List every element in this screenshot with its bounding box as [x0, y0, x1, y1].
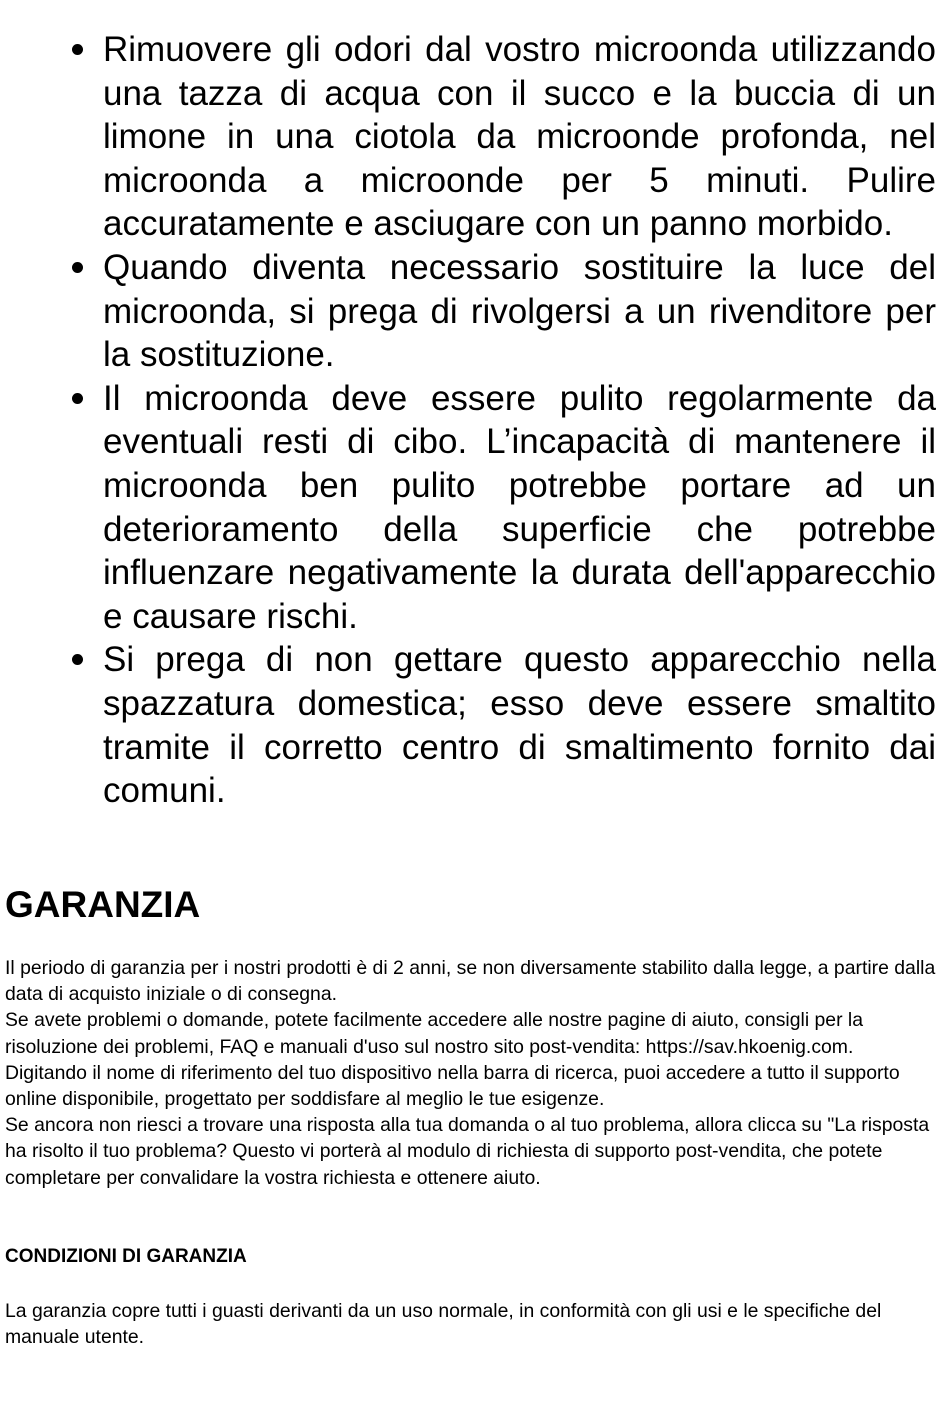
warranty-conditions-text: La garanzia copre tutti i guasti derivanti da un uso normale, in conformità con gli usi e le specifiche del manuale utente.: [5, 1300, 882, 1349]
warranty-paragraph: Se avete problemi o domande, potete facilmente accedere alle nostre pagine di aiuto, consigli per la risoluzione dei problemi, FAQ e manuali d'uso sul nostro sito post-vendita: https://sav.hkoenig.com.: [5, 1009, 864, 1058]
warranty-paragraph: Se ancora non riesci a trovare una risposta alla tua domanda o al tuo problema, allora clicca su "La risposta ha risolto il tuo problema? Questo vi porterà al modulo di richiesta di supporto post-vendita, che potete completare per convalidare la vostra richiesta e ottenere aiuto.: [5, 1114, 930, 1189]
warranty-paragraph: Il periodo di garanzia per i nostri prodotti è di 2 anni, se non diversamente stabilito dalla legge, a partire dalla data di acquisto iniziale o di consegna.: [5, 957, 936, 1006]
list-item-text: Quando diventa necessario sostituire la luce del microonda, si prega di rivolgersi a un rivenditore per la sostituzione.: [103, 247, 936, 375]
list-item-text: Il microonda deve essere pulito regolarmente da eventuali resti di cibo. L’incapacità di mantenere il microonda ben pulito potrebbe portare ad un deterioramento della superficie che potrebbe influenzare negativamente la durata dell'apparecchio e causare rischi.: [103, 378, 936, 636]
warranty-conditions-heading: CONDIZIONI DI GARANZIA: [5, 1246, 247, 1267]
care-instructions-list: [0, 28, 950, 813]
warranty-heading: GARANZIA: [5, 884, 201, 925]
warranty-paragraph: Digitando il nome di riferimento del tuo dispositivo nella barra di ricerca, puoi accedere a tutto il supporto online disponibile, progettato per soddisfare al meglio le tue esigenze.: [5, 1061, 900, 1111]
list-item: [0, 638, 950, 812]
list-item: [0, 377, 950, 639]
bullet-icon: [72, 393, 83, 404]
warranty-body: [5, 955, 940, 1191]
bullet-icon: [72, 44, 83, 55]
list-item: [0, 28, 950, 246]
bullet-icon: [72, 654, 83, 665]
list-item: [0, 246, 950, 377]
warranty-conditions-body: [5, 1298, 940, 1350]
list-item-text: Rimuovere gli odori dal vostro microonda utilizzando una tazza di acqua con il succo e la buccia di un limone in una ciotola da microonde profonda, nel microonda a microonde per 5 minuti. Pulire accuratamente e asciugare con un panno morbido.: [103, 30, 936, 244]
bullet-icon: [72, 262, 83, 273]
list-item-text: Si prega di non gettare questo apparecchio nella spazzatura domestica; esso deve essere smaltito tramite il corretto centro di smaltimento fornito dai comuni.: [103, 640, 936, 811]
